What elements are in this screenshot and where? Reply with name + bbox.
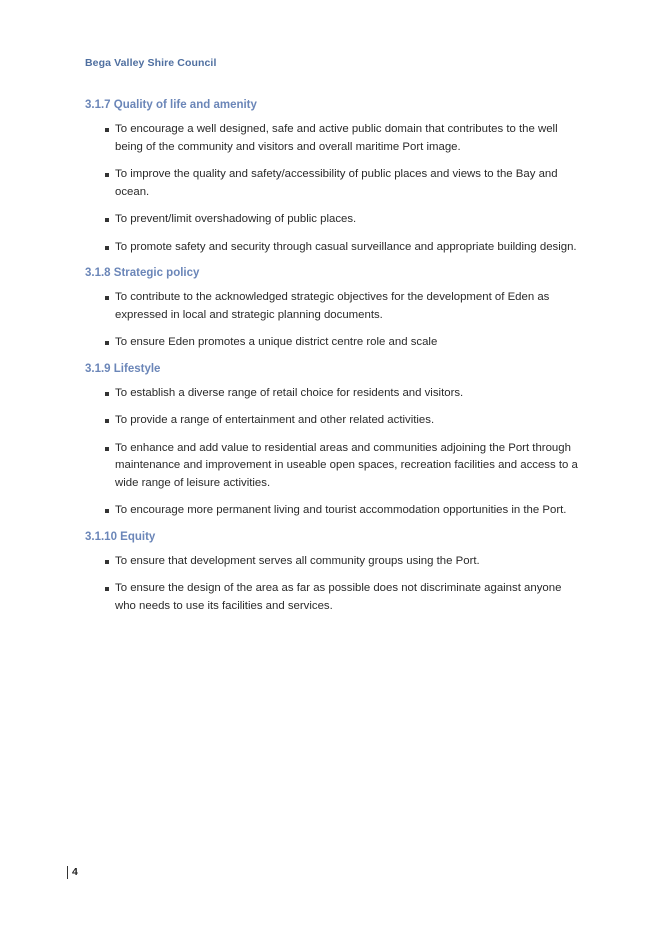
bullet-list: [85, 553, 585, 616]
list-item: [85, 121, 585, 156]
section-strategic-policy: [85, 266, 585, 352]
bullet-list: [85, 385, 585, 520]
list-item: [85, 412, 585, 430]
list-item-text: To enhance and add value to residential areas and communities adjoining the Port through maintenance and improvement in useable open spaces, recreation facilities and access to a wide range of leisure activities.: [115, 441, 578, 489]
list-item-text: To ensure the design of the area as far as possible does not discriminate against anyone who needs to use its facilities and services.: [115, 582, 562, 612]
list-item-text: To ensure Eden promotes a unique district centre role and scale: [115, 336, 438, 348]
list-item: [85, 334, 585, 352]
list-item-text: To promote safety and security through casual surveillance and appropriate building design.: [115, 240, 577, 253]
bullet-square-icon: [105, 419, 109, 423]
list-item: [85, 385, 585, 403]
list-item-text: To encourage a well designed, safe and active public domain that contributes to the well being of the community and visitors and overall maritime Port image.: [115, 123, 558, 153]
bullet-square-icon: [105, 587, 109, 591]
bullet-square-icon: [105, 392, 109, 396]
section-lifestyle: [85, 362, 585, 520]
list-item-text: To encourage more permanent living and tourist accommodation opportunities in the Port.: [115, 504, 567, 516]
bullet-square-icon: [105, 246, 109, 250]
section-quality-of-life: [85, 98, 585, 256]
bullet-square-icon: [105, 560, 109, 564]
section-heading: 3.1.8 Strategic policy: [85, 267, 200, 279]
bullet-square-icon: [105, 128, 109, 132]
list-item: [85, 166, 585, 201]
list-item-text: To improve the quality and safety/accessibility of public places and views to the Bay and ocean.: [115, 168, 558, 198]
bullet-square-icon: [105, 341, 109, 345]
bullet-square-icon: [105, 296, 109, 300]
section-heading: 3.1.7 Quality of life and amenity: [85, 99, 257, 111]
list-item-text: To ensure that development serves all community groups using the Port.: [115, 554, 480, 567]
section-heading: 3.1.10 Equity: [85, 530, 156, 543]
list-item: [85, 553, 585, 571]
bullet-square-icon: [105, 218, 109, 222]
list-item: [85, 580, 585, 615]
list-item: [85, 289, 585, 324]
list-item-text: To provide a range of entertainment and other related activities.: [115, 414, 435, 426]
list-item: [85, 440, 585, 493]
document-body: [85, 98, 585, 625]
bullet-list: [85, 289, 585, 352]
bullet-square-icon: [105, 509, 109, 513]
bullet-list: [85, 121, 585, 256]
list-item-text: To prevent/limit overshadowing of public places.: [115, 213, 357, 225]
section-heading: 3.1.9 Lifestyle: [85, 362, 161, 375]
list-item: [85, 211, 585, 229]
page-number: 4: [67, 866, 78, 879]
list-item: [85, 502, 585, 520]
list-item-text: To establish a diverse range of retail choice for residents and visitors.: [115, 386, 464, 399]
bullet-square-icon: [105, 173, 109, 177]
page-header: Bega Valley Shire Council: [85, 57, 217, 69]
bullet-square-icon: [105, 447, 109, 451]
list-item: [85, 239, 585, 257]
section-equity: [85, 530, 585, 616]
list-item-text: To contribute to the acknowledged strategic objectives for the development of Eden as expressed in local and strategic planning documents.: [115, 291, 550, 321]
